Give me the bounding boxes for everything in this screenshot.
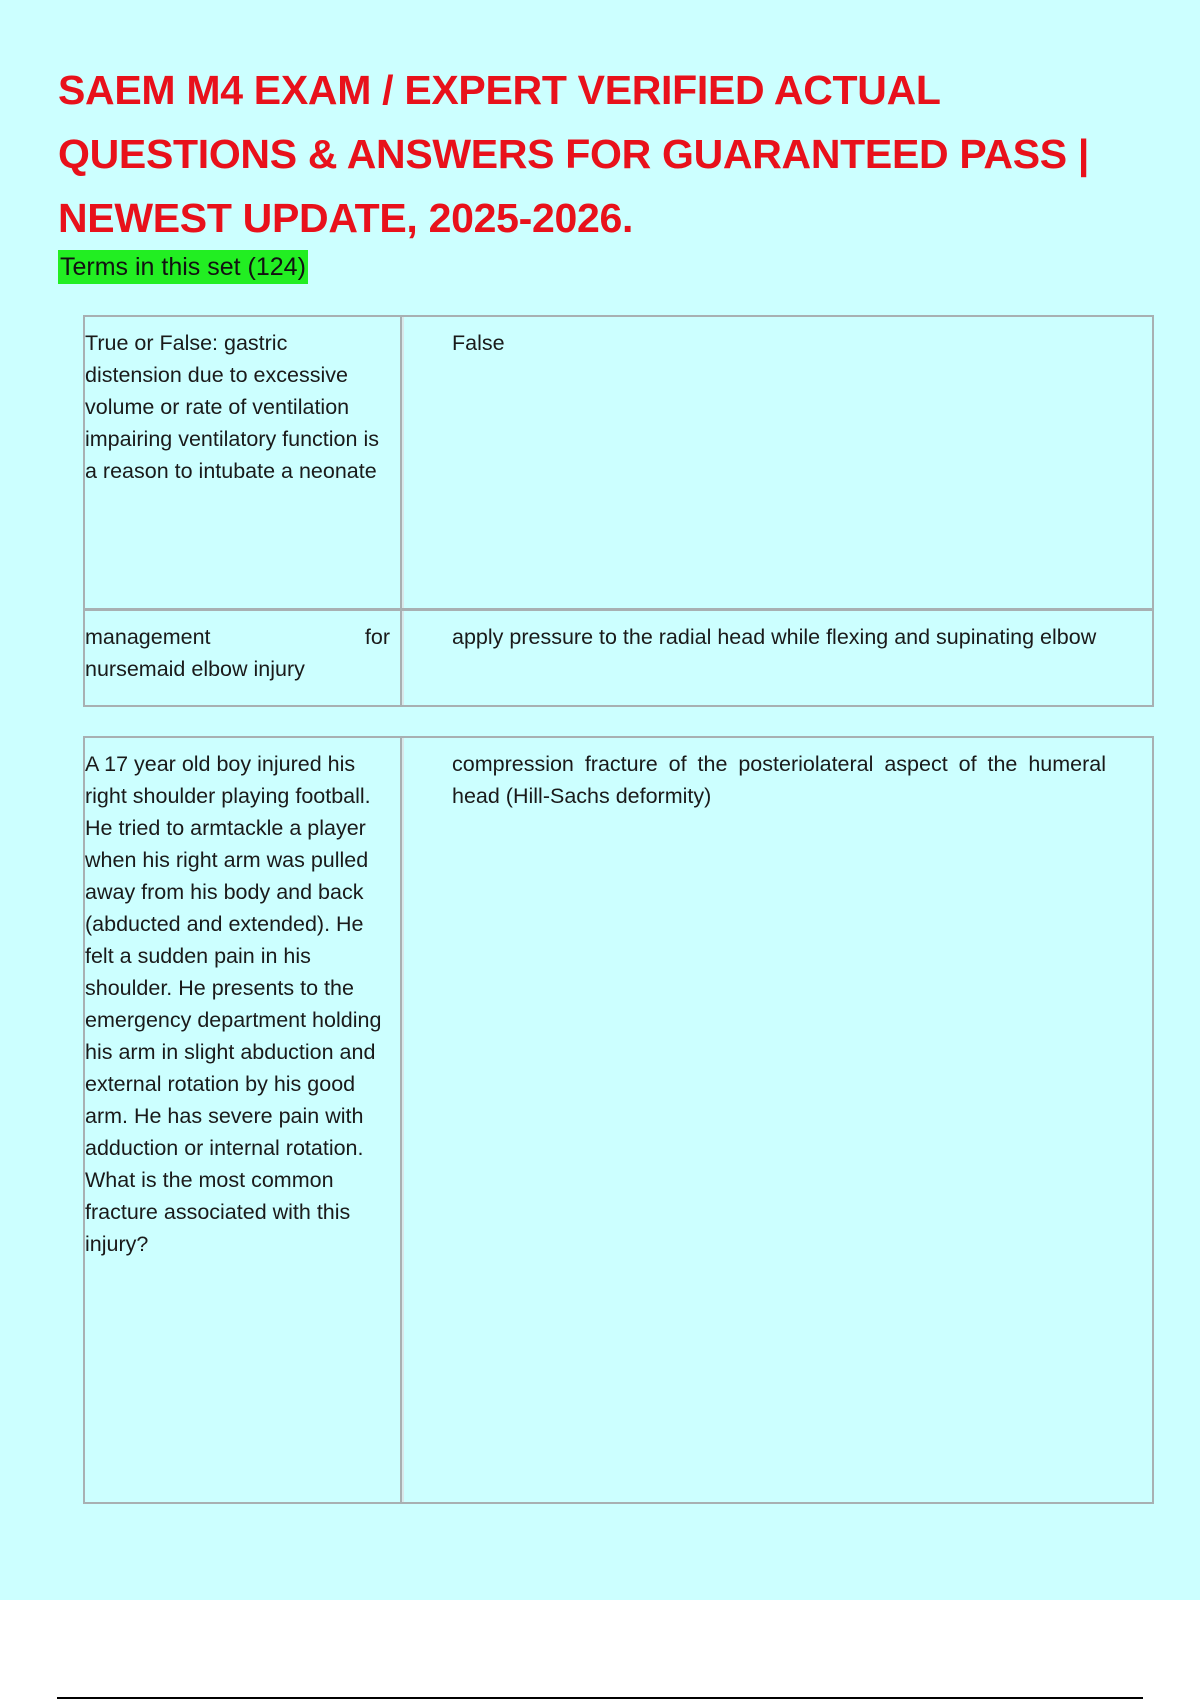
- card-definition: compression fracture of the posteriolateral aspect of the humeral head (Hill-Sachs deformity): [402, 738, 1152, 1502]
- title-line: SAEM M4 EXAM / EXPERT VERIFIED ACTUAL: [58, 67, 941, 113]
- card-definition: False: [402, 317, 1152, 608]
- card-term-line: management for: [85, 625, 390, 649]
- card-term: [85, 611, 402, 705]
- footer-divider: [57, 1697, 1143, 1699]
- document-title: [58, 58, 1158, 250]
- card-term: A 17 year old boy injured his right shoulder playing football. He tried to armtackle a player when his right arm was pulled away from his body and back (abducted and extended). He felt a sudden pain in his shoulder. He presents to the emergency department holding his arm in slight abduction and external rotation by his good arm. He has severe pain with adduction or internal rotation. What is the most common fracture associated with this injury?: [85, 738, 402, 1502]
- title-line: NEWEST UPDATE, 2025-2026.: [58, 195, 634, 241]
- card-definition: apply pressure to the radial head while flexing and supinating elbow: [402, 611, 1152, 705]
- title-line: QUESTIONS & ANSWERS FOR GUARANTEED PASS |: [58, 131, 1090, 177]
- flashcard-row: [83, 609, 1154, 707]
- card-term: True or False: gastric distension due to excessive volume or rate of ventilation impairing ventilatory function is a reason to intubate a neonate: [85, 317, 402, 608]
- flashcard-row: [83, 736, 1154, 1504]
- flashcard-row: [83, 315, 1154, 610]
- card-term-line: nursemaid elbow injury: [85, 657, 305, 681]
- terms-count-label: Terms in this set (124): [58, 250, 308, 284]
